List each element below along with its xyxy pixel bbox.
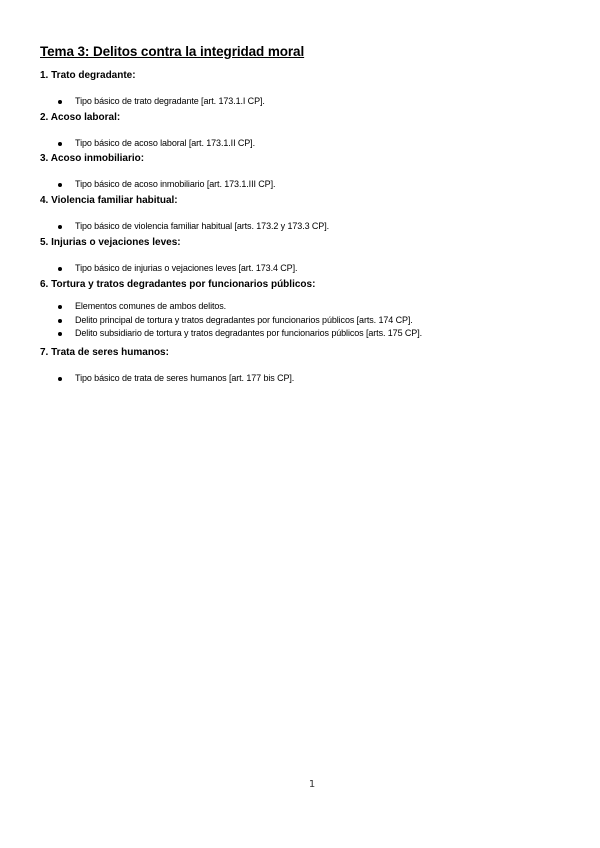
bullet-icon [58, 142, 62, 146]
section-heading: 5. Injurias o vejaciones leves: [40, 237, 181, 248]
section-heading: 6. Tortura y tratos degradantes por funcionarios públicos: [40, 279, 316, 290]
bullet-icon [58, 267, 62, 271]
list-item-text: Tipo básico de acoso inmobiliario [art. 173.1.III CP]. [75, 179, 276, 189]
bullet-icon [58, 100, 62, 104]
section-list [40, 137, 580, 151]
section-acoso-laboral [40, 112, 580, 151]
section-list [40, 95, 580, 109]
bullet-icon [58, 305, 62, 309]
list-item-text: Tipo básico de acoso laboral [art. 173.1.II CP]. [75, 138, 255, 148]
section-heading: 2. Acoso laboral: [40, 112, 121, 123]
section-heading: 1. Trato degradante: [40, 70, 136, 81]
section-heading: 3. Acoso inmobiliario: [40, 153, 145, 164]
section-injurias [40, 237, 580, 276]
section-list [40, 262, 580, 276]
section-violencia-familiar [40, 195, 580, 234]
list-item [40, 327, 580, 341]
list-item [40, 372, 580, 386]
bullet-icon [58, 332, 62, 336]
list-item-text: Tipo básico de violencia familiar habitual [arts. 173.2 y 173.3 CP]. [75, 221, 330, 231]
list-item-text: Tipo básico de trata de seres humanos [art. 177 bis CP]. [75, 373, 295, 383]
list-item [40, 262, 580, 276]
section-tortura [40, 279, 580, 341]
bullet-icon [58, 225, 62, 229]
section-list [40, 178, 580, 192]
list-item-text: Delito subsidiario de tortura y tratos degradantes por funcionarios públicos [arts. 175 CP]. [75, 328, 422, 338]
section-list [40, 220, 580, 234]
list-item [40, 178, 580, 192]
list-item [40, 314, 580, 328]
list-item-text: Tipo básico de injurias o vejaciones leves [art. 173.4 CP]. [75, 263, 298, 273]
bullet-icon [58, 377, 62, 381]
document-title: Tema 3: Delitos contra la integridad moral [40, 44, 305, 59]
section-heading: 4. Violencia familiar habitual: [40, 195, 178, 206]
list-item [40, 220, 580, 234]
section-list [40, 300, 580, 341]
bullet-icon [58, 319, 62, 323]
section-heading: 7. Trata de seres humanos: [40, 347, 169, 358]
list-item [40, 137, 580, 151]
section-acoso-inmobiliario [40, 153, 580, 192]
list-item [40, 95, 580, 109]
page-number: 1 [308, 779, 316, 790]
section-trata-seres-humanos [40, 347, 580, 386]
list-item-text: Tipo básico de trato degradante [art. 173.1.I CP]. [75, 96, 265, 106]
section-list [40, 372, 580, 386]
bullet-icon [58, 183, 62, 187]
list-item-text: Elementos comunes de ambos delitos. [75, 301, 227, 311]
list-item [40, 300, 580, 314]
section-trato-degradante [40, 70, 580, 109]
list-item-text: Delito principal de tortura y tratos degradantes por funcionarios públicos [arts. 174 CP]. [75, 314, 413, 325]
